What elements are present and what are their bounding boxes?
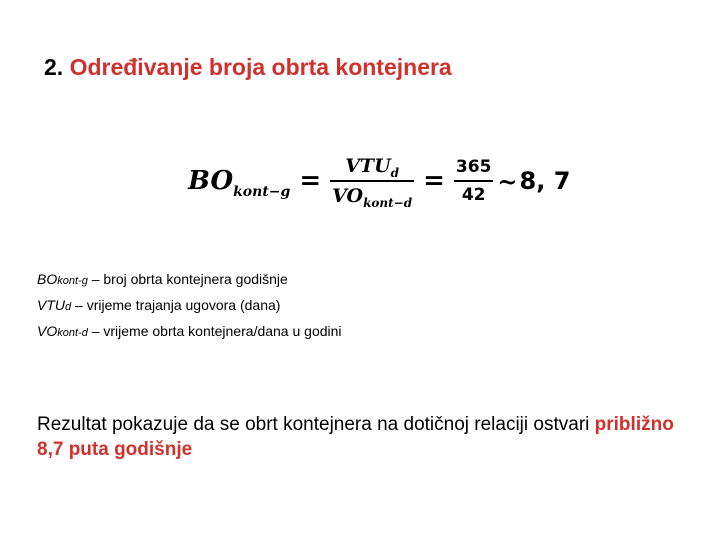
definition-item — [37, 319, 342, 345]
fraction-1-num-main: VTU — [345, 155, 391, 177]
formula-fraction-1 — [330, 155, 414, 210]
fraction-2-bar — [454, 180, 494, 182]
formula-lhs-main: BO — [188, 166, 234, 196]
fraction-2-denominator: 42 — [461, 185, 486, 205]
fraction-1-den-main: VO — [332, 185, 364, 207]
fraction-1-bar — [330, 180, 414, 182]
fraction-1-numerator — [343, 155, 401, 180]
formula-lhs — [188, 166, 291, 200]
definition-desc: – vrijeme trajanja ugovora (dana) — [71, 297, 281, 313]
formula-approx: ~ — [497, 166, 518, 196]
formula-result: 8, 7 — [519, 167, 571, 195]
fraction-2-numerator: 365 — [455, 157, 492, 177]
title-text: Određivanje broja obrta kontejnera — [69, 54, 452, 80]
result-highlight: približno 8,7 puta godišnje — [37, 414, 674, 460]
definition-symbol: VO — [37, 323, 58, 339]
definition-item — [37, 293, 342, 319]
definition-item — [37, 267, 342, 293]
slide-title — [44, 54, 452, 81]
fraction-1-den-sub: kont−d — [363, 196, 413, 210]
result-paragraph — [37, 412, 687, 462]
formula-equals: = — [299, 166, 322, 196]
fraction-1-num-sub: d — [390, 166, 400, 180]
formula-lhs-sub: kont−g — [233, 184, 291, 200]
definition-symbol-sub: kont-d — [57, 327, 88, 339]
definition-symbol-sub: d — [65, 301, 72, 313]
definition-symbol: VTU — [37, 297, 65, 313]
fraction-1-denominator — [330, 185, 414, 210]
definition-desc: – broj obrta kontejnera godišnje — [87, 271, 288, 287]
definition-symbol: BO — [37, 271, 58, 287]
definition-symbol-sub: kont-g — [57, 275, 88, 287]
formula-equals-2: = — [423, 166, 445, 196]
title-number: 2. — [44, 54, 64, 80]
formula — [188, 155, 571, 210]
definition-desc: – vrijeme obrta kontejnera/dana u godini — [87, 323, 342, 339]
formula-fraction-2 — [454, 157, 494, 205]
definitions-list — [37, 267, 342, 345]
result-text: Rezultat pokazuje da se obrt kontejnera na dotičnoj relaciji ostvari — [37, 414, 595, 435]
